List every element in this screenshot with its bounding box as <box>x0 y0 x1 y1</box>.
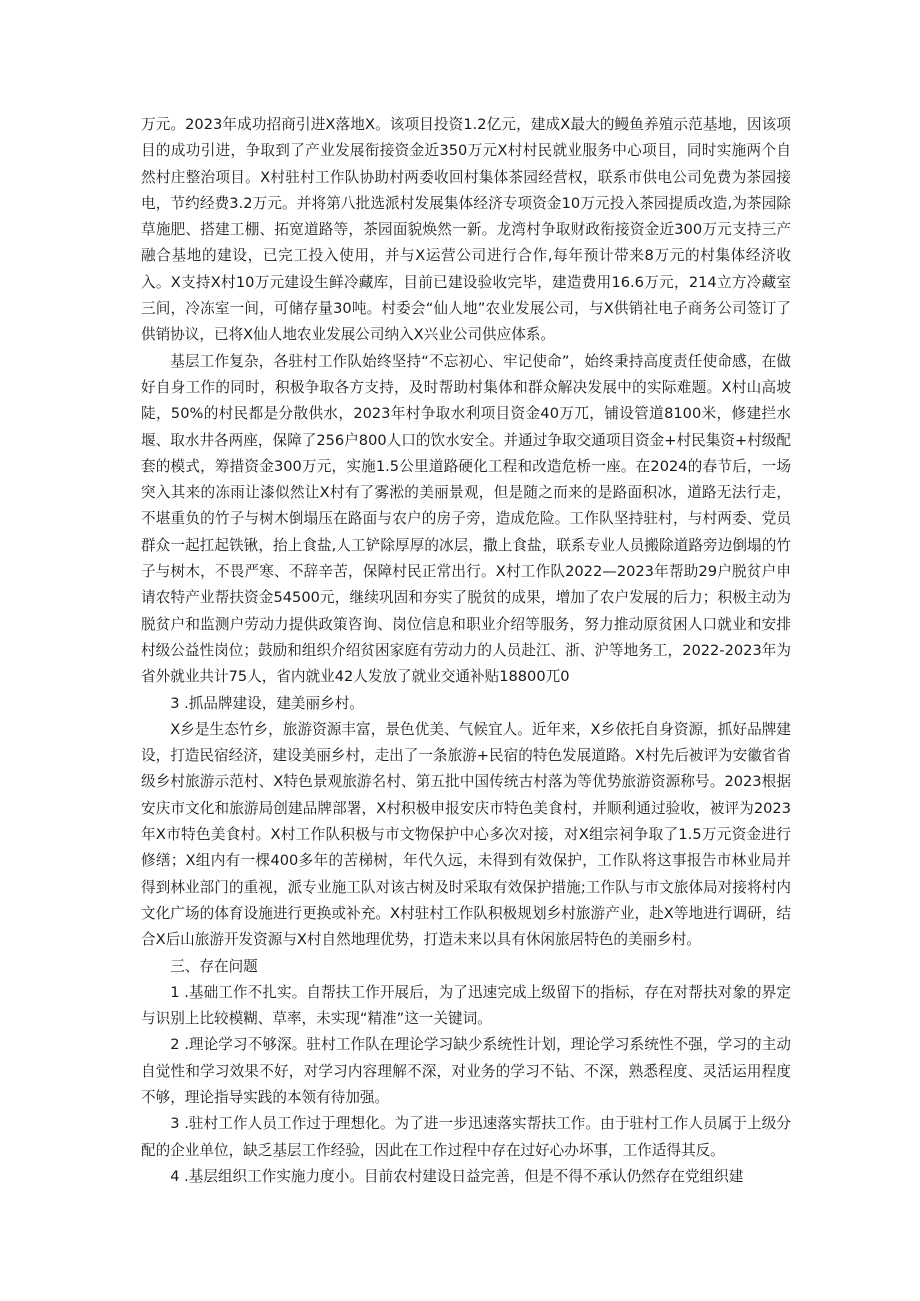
paragraph-investment: 万元。2023年成功招商引进X落地X。该项目投资1.2亿元，建成X最大的鳗鱼养殖示范基地，因该项目的成功引进，争取到了产业发展衔接资金近350万元X村村民就业服务中心项目，同时实施两个自然村庄整治项目。X村驻村工作队协助村两委收回村集体茶园经营权，联系市供电公司免费为茶园接电，节约经费3.2万元。并将第八批选派村发展集体经济专项资金10万元投入茶园提质改造,为茶园除草施肥、搭建工棚、拓宽道路等，茶园面貌焕然一新。龙湾村争取财政衔接资金近300万元支持三产融合基地的建设，已完工投入使用，并与X运营公司进行合作,每年预计带来8万元的村集体经济收入。X支持X村10万元建设生鲜冷藏库，目前已建设验收完毕，建造费用16.6万元，214立方冷藏室三间，冷冻室一间，可储存量30吨。村委会“仙人地”农业发展公司，与X供销社电子商务公司签订了供销协议，已将X仙人地农业发展公司纳入X兴业公司供应体系。 <box>141 116 791 344</box>
problem-item-3: 3 .驻村工作人员工作过于理想化。为了进一步迅速落实帮扶工作。由于驻村工作人员属于上级分配的企业单位，缺乏基层工作经验，因此在工作过程中存在过好心办坏事，工作适得其反。 <box>141 1115 791 1159</box>
heading-existing-problems: 三、存在问题 <box>170 957 258 975</box>
heading-brand-building: 3 .抓品牌建设，建美丽乡村。 <box>170 694 364 712</box>
problem-item-1: 1 .基础工作不扎实。自帮扶工作开展后，为了迅速完成上级留下的指标，存在对帮扶对象的界定与识别上比较模糊、草率，未实现“精准”这一关键词。 <box>141 983 791 1028</box>
document-body <box>141 112 791 1190</box>
paragraph-brand-building: X乡是生态竹乡，旅游资源丰富，景色优美、气候宜人。近年来，X乡依托自身资源，抓好品牌建设，打造民宿经济，建设美丽乡村，走出了一条旅游+民宿的特色发展道路。X村先后被评为安徽省省级乡村旅游示范村、X特色景观旅游名村、第五批中国传统古村落为等优势旅游资源称号。2023根据安庆市文化和旅游局创建品牌部署，X村积极申报安庆市特色美食村，并顺利通过验收，被评为2023年X市特色美食村。X村工作队积极与市文物保护中心多次对接，对X组宗祠争取了1.5万元资金进行修缮；X组内有一棵400多年的苦梯树，年代久远，未得到有效保护，工作队将这事报告市林业局并得到林业部门的重视，派专业施工队对该古树及时采取有效保护措施;工作队与市文旅体局对接将村内文化广场的体育设施进行更换或补充。X村驻村工作队积极规划乡村旅游产业，赴X等地进行调研，结合X后山旅游开发资源与X村自然地理优势，打造未来以具有休闲旅居特色的美丽乡村。 <box>141 720 791 949</box>
paragraph-grassroots-work: 基层工作复杂，各驻村工作队始终坚持“不忘初心、牢记使命”，始终秉持高度责任使命感，在做好自身工作的同时，积极争取各方支持，及时帮助村集体和群众解决发展中的实际难题。X村山高坡陡，50%的村民都是分散供水，2023年村争取水利项目资金40万兀，铺设管道8100米，修建拦水堰、取水井各两座，保障了256户800人口的饮水安全。并通过争取交通项目资金+村民集资+村级配套的模式，筹措资金300万元，实施1.5公里道路硬化工程和改造危桥一座。在2024的春节后，一场突入其来的冻雨让漆似然让X村有了雾淞的美丽景观，但是随之而来的是路面积冰，道路无法行走，不堪重负的竹子与树木倒塌压在路面与农户的房子旁，造成危险。工作队坚持驻村，与村两委、党员群众一起扛起铁锹，抬上食盐,人工铲除厚厚的冰层，撒上食盐，联系专业人员搬除道路旁边倒塌的竹子与树木，不畏严寒、不辞辛苦，保障村民正常出行。X村工作队2022—2023年帮助29户脱贫户申请农特产业帮扶资金54500元，继续巩固和夯实了脱贫的成果，增加了农户发展的后力；积极主动为脱贫户和监测户劳动力提供政策咨询、岗位信息和职业介绍等服务，努力推动原贫困人口就业和安排村级公益性岗位；鼓励和组织介绍贫困家庭有劳动力的人员赴江、浙、沪等地务工，2022-2023年为省外就业共计75人，省内就业42人发放了就业交通补贴18800兀0 <box>141 352 791 686</box>
problem-item-4: 4 .基层组织工作实施力度小。目前农村建设日益完善，但是不得不承认仍然存在党组织建 <box>170 1167 744 1185</box>
problem-item-2: 2 .理论学习不够深。驻村工作队在理论学习缺少系统性计划，理论学习系统性不强，学习的主动自觉性和学习效果不好，对学习内容理解不深，对业务的学习不钻、不深，熟悉程度、灵活运用程度不够，理论指导实践的本领有待加强。 <box>141 1036 791 1106</box>
